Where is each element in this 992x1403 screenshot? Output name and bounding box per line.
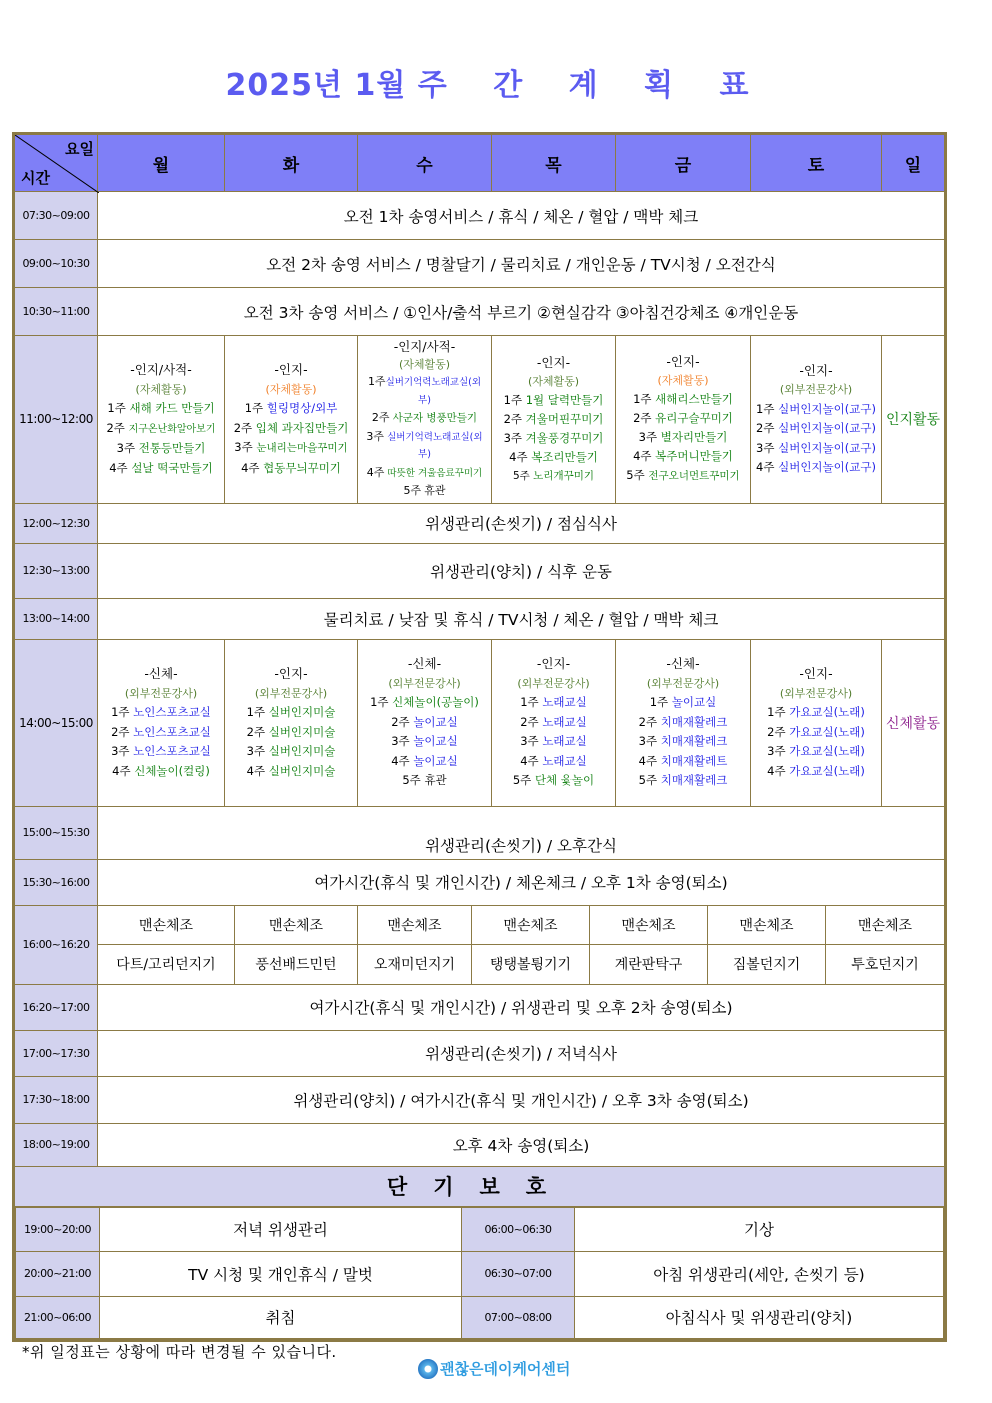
- game-cell-tue: 풍선배드민턴: [235, 945, 358, 984]
- program-item: 2주 가요교실(노래): [767, 724, 865, 739]
- time-cell: 18:00~19:00: [14, 1123, 98, 1166]
- game-cell-mon: 다트/고리던지기: [98, 945, 235, 984]
- day-header-wed: 수: [358, 134, 492, 192]
- warmup-cell-tue: 맨손체조: [235, 906, 358, 946]
- program-item: 2주 입체 과자집만들기: [233, 420, 349, 435]
- warmup-cell-fri: 맨손체조: [590, 906, 708, 946]
- day-header-sun: 일: [882, 134, 946, 192]
- program-title: -인지/사적-: [130, 362, 192, 378]
- page-title: [0, 60, 992, 104]
- program-cell-sat: [751, 336, 882, 504]
- program-subtitle: (외부전문강사): [254, 686, 328, 700]
- activity-cell-morning: 기상: [575, 1207, 944, 1251]
- program-item: 1주 새해리스만들기: [633, 392, 733, 407]
- activity-cell: 위생관리(손씻기) / 저녁식사: [98, 1030, 946, 1076]
- time-cell: 17:00~17:30: [14, 1030, 98, 1076]
- day-header-tue: 화: [225, 134, 358, 192]
- program-item: 3주 별자리만들기: [638, 430, 728, 445]
- program-item: 3주 치매재활레크: [638, 734, 728, 749]
- program-item: 4주 노래교실: [520, 753, 587, 768]
- program-item: 5주 휴관: [402, 773, 447, 788]
- program-row-afternoon: [14, 639, 946, 806]
- program-title: -인지-: [666, 354, 700, 370]
- program-title: -신체-: [666, 656, 700, 672]
- program-item: 4주 협동무늬꾸미기: [241, 460, 341, 475]
- program-subtitle: (자체활동): [657, 374, 709, 388]
- center-logo: [418, 1358, 570, 1379]
- program-item: 5주 노리개꾸미기: [512, 469, 595, 482]
- program-item: 1주 놀이교실: [649, 695, 717, 710]
- program-item: 4주 치매재활레트: [638, 753, 728, 768]
- program-item: 1주 힐링명상/외부: [244, 401, 338, 416]
- program-title: -신체-: [407, 656, 442, 672]
- game-cell-thu: 탱탱볼튕기기: [472, 945, 590, 984]
- program-cell-thu: [492, 336, 616, 504]
- program-item: 3주 실버기억력노래교실(외부): [366, 429, 483, 460]
- program-cell-sun: 신체활동: [882, 639, 946, 806]
- program-subtitle: (외부전문강사): [517, 676, 590, 690]
- time-cell: 10:30~11:00: [14, 288, 98, 336]
- program-item: 1주 노래교실: [520, 695, 587, 710]
- program-item: 5주 치매재활레크: [638, 773, 728, 788]
- time-cell-morning: 06:30~07:00: [462, 1251, 575, 1296]
- program-item: 2주 치매재활레크: [638, 714, 728, 729]
- time-cell: 17:30~18:00: [14, 1076, 98, 1123]
- activity-cell: 위생관리(양치) / 식후 운동: [98, 543, 946, 598]
- time-cell: 15:30~16:00: [14, 859, 98, 905]
- program-item: 4주 설날 떡국만들기: [109, 460, 213, 475]
- program-subtitle: (자체활동): [265, 382, 317, 396]
- exercise-grid-cell: [98, 905, 946, 984]
- time-cell-evening: 21:00~06:00: [16, 1296, 100, 1338]
- program-item: 3주 겨울풍경꾸미기: [503, 430, 604, 445]
- time-cell-morning: 07:00~08:00: [462, 1296, 575, 1338]
- short-term-row: [16, 1207, 944, 1251]
- footer-note: *위 일정표는 상황에 따라 변경될 수 있습니다.: [22, 1343, 337, 1361]
- day-header-fri: 금: [616, 134, 751, 192]
- program-item: 1주실버기억력노래교실(외부): [367, 375, 482, 406]
- center-logo-icon: [418, 1359, 438, 1379]
- activity-cell: 위생관리(손씻기) / 점심식사: [98, 503, 946, 543]
- center-logo-text: 괜찮은데이케어센터: [440, 1360, 571, 1378]
- day-header-thu: 목: [492, 134, 616, 192]
- program-item: 3주 가요교실(노래): [767, 744, 865, 758]
- program-cell-fri: [616, 639, 751, 806]
- program-item: 4주 신체놀이(컬링): [112, 763, 210, 778]
- schedule-row: [14, 806, 946, 859]
- activity-cell: 여가시간(휴식 및 개인시간) / 위생관리 및 오후 2차 송영(퇴소): [98, 984, 946, 1030]
- activity-cell: 위생관리(양치) / 여가시간(휴식 및 개인시간) / 오후 3차 송영(퇴소): [98, 1076, 946, 1123]
- warmup-cell-sun: 맨손체조: [826, 906, 944, 946]
- header-row: [14, 134, 946, 192]
- activity-cell: 오전 3차 송영 서비스 / ①인사/출석 부르기 ②현실감각 ③아침건강체조 ④개인운동: [98, 288, 946, 336]
- warmup-cell-wed: 맨손체조: [358, 906, 472, 946]
- warmup-cell-mon: 맨손체조: [98, 906, 235, 946]
- program-item: 3주 노인스포츠교실: [111, 744, 211, 758]
- short-term-title: 단기보호: [14, 1166, 946, 1206]
- game-cell-wed: 오재미던지기: [358, 945, 472, 984]
- warmup-cell-sat: 맨손체조: [708, 906, 826, 946]
- activity-cell-morning: 아침식사 및 위생관리(양치): [575, 1296, 944, 1338]
- program-item: 4주 따뜻한 겨울음료꾸미기: [366, 465, 483, 479]
- program-cell-tue: [225, 336, 358, 504]
- program-title: -인지-: [274, 362, 308, 378]
- program-item: 4주 놀이교실: [391, 753, 458, 768]
- time-cell: 12:30~13:00: [14, 543, 98, 598]
- program-item: 2주 유리구슬꾸미기: [633, 411, 733, 426]
- schedule-row: [14, 503, 946, 543]
- short-term-row: [16, 1296, 944, 1338]
- program-item: 4주 실버인지미술: [246, 763, 336, 778]
- program-subtitle: (외부전문강사): [779, 686, 853, 700]
- program-item: 2주 겨울머핀꾸미기: [503, 411, 604, 426]
- time-cell-morning: 06:00~06:30: [462, 1207, 575, 1251]
- activity-cell: 오전 2차 송영 서비스 / 명찰달기 / 물리치료 / 개인운동 / TV시청 / 오전간식: [98, 240, 946, 288]
- program-subtitle: (외부전문강사): [388, 676, 461, 690]
- day-header-sat: 토: [751, 134, 882, 192]
- schedule-row: [14, 1076, 946, 1123]
- program-item: 1주 가요교실(노래): [767, 705, 865, 719]
- program-title: -인지-: [536, 656, 571, 672]
- time-cell: 12:00~12:30: [14, 503, 98, 543]
- activity-cell: 오후 4차 송영(퇴소): [98, 1123, 946, 1166]
- time-cell: 16:00~16:20: [14, 905, 98, 984]
- program-title: -인지-: [536, 354, 571, 370]
- program-item: 2주 실버인지놀이(교구): [756, 421, 876, 436]
- day-header-mon: 월: [98, 134, 225, 192]
- program-item: 1주 새해 카드 만들기: [107, 401, 215, 416]
- weekly-schedule-table: [12, 132, 947, 1342]
- program-item: 4주 복조리만들기: [509, 449, 598, 464]
- program-item: 5주 휴관: [403, 484, 446, 497]
- title-month: 2025년 1월: [225, 68, 407, 103]
- short-term-header-row: [14, 1166, 946, 1206]
- program-item: 1주 노인스포츠교실: [111, 705, 211, 719]
- program-item: 2주 지구온난화알아보기: [106, 420, 216, 435]
- program-cell-mon: [98, 639, 225, 806]
- activity-cell: 위생관리(손씻기) / 오후간식: [98, 806, 946, 859]
- short-term-table: [15, 1207, 944, 1339]
- activity-cell-evening: 취침: [100, 1296, 462, 1338]
- program-subtitle: (외부전문강사): [646, 676, 720, 690]
- program-cell-mon: [98, 336, 225, 504]
- schedule-row: [14, 288, 946, 336]
- program-cell-wed: [358, 639, 492, 806]
- time-cell-evening: 19:00~20:00: [16, 1207, 100, 1251]
- program-title: -인지-: [799, 666, 833, 681]
- time-cell: 11:00~12:00: [14, 336, 98, 504]
- program-cell-fri: [616, 336, 751, 504]
- time-cell: 16:20~17:00: [14, 984, 98, 1030]
- program-item: 1주 실버인지놀이(교구): [756, 401, 876, 416]
- exercise-grid: [98, 906, 944, 984]
- program-item: 2주 놀이교실: [391, 714, 458, 729]
- game-cell-fri: 계란판탁구: [590, 945, 708, 984]
- schedule-row: [14, 984, 946, 1030]
- schedule-row: [14, 1030, 946, 1076]
- time-cell: 15:00~15:30: [14, 806, 98, 859]
- program-item: 1주 신체놀이(공놀이): [370, 695, 479, 710]
- schedule-row: [14, 1123, 946, 1166]
- program-subtitle: (자체활동): [398, 357, 451, 371]
- program-item: 3주 실버인지놀이(교구): [756, 440, 876, 455]
- program-item: 3주 노래교실: [520, 734, 587, 749]
- program-cell-sat: [751, 639, 882, 806]
- time-cell: 14:00~15:00: [14, 639, 98, 806]
- program-item: 5주 전구오너먼트꾸미기: [626, 468, 740, 483]
- program-title: -인지-: [799, 362, 833, 378]
- program-cell-tue: [225, 639, 358, 806]
- program-item: 3주 놀이교실: [391, 734, 458, 749]
- schedule-row: [14, 240, 946, 288]
- program-subtitle: (외부전문강사): [779, 383, 853, 397]
- program-title: -신체-: [144, 666, 178, 681]
- program-item: 4주 복주머니만들기: [633, 449, 733, 464]
- program-item: 4주 실버인지놀이(교구): [756, 460, 876, 475]
- program-subtitle: (자체활동): [527, 374, 580, 388]
- warmup-cell-thu: 맨손체조: [472, 906, 590, 946]
- program-item: 2주 노래교실: [520, 714, 587, 729]
- corner-time-label: 시간: [21, 169, 50, 187]
- program-item: 2주 사군자 병풍만들기: [371, 411, 478, 424]
- program-item: 1주 1월 달력만들기: [503, 392, 604, 407]
- program-item: 1주 실버인지미술: [246, 705, 336, 719]
- activity-cell: 오전 1차 송영서비스 / 휴식 / 체온 / 혈압 / 맥박 체크: [98, 192, 946, 240]
- program-subtitle: (외부전문강사): [124, 686, 198, 700]
- program-title: -인지-: [274, 666, 308, 681]
- time-cell: 07:30~09:00: [14, 192, 98, 240]
- activity-cell-morning: 아침 위생관리(세안, 손씻기 등): [575, 1251, 944, 1296]
- program-item: 3주 전통등만들기: [116, 441, 206, 456]
- time-cell-evening: 20:00~21:00: [16, 1251, 100, 1296]
- game-cell-sat: 짐볼던지기: [708, 945, 826, 984]
- program-item: 2주 실버인지미술: [246, 724, 336, 739]
- short-term-rows: [14, 1206, 946, 1340]
- schedule-row: [14, 598, 946, 639]
- time-cell: 09:00~10:30: [14, 240, 98, 288]
- program-subtitle: (자체활동): [135, 382, 187, 396]
- program-row-morning: [14, 336, 946, 504]
- time-cell: 13:00~14:00: [14, 598, 98, 639]
- corner-day-label: 요일: [65, 140, 94, 158]
- activity-cell: 물리치료 / 낮잠 및 휴식 / TV시청 / 체온 / 혈압 / 맥박 체크: [98, 598, 946, 639]
- schedule-row-exercise: [14, 905, 946, 984]
- program-cell-wed: [358, 336, 492, 504]
- title-label: 주 간 계 획 표: [417, 68, 767, 103]
- program-cell-sun: 인지활동: [882, 336, 946, 504]
- schedule-row: [14, 192, 946, 240]
- program-cell-thu: [492, 639, 616, 806]
- activity-cell-evening: TV 시청 및 개인휴식 / 말벗: [100, 1251, 462, 1296]
- program-item: 5주 단체 윷놀이: [512, 773, 595, 788]
- schedule-row: [14, 543, 946, 598]
- corner-cell: [14, 134, 98, 192]
- program-item: 3주 실버인지미술: [246, 744, 336, 758]
- program-item: 3주 눈내리는마을꾸미기: [234, 440, 348, 455]
- short-term-container: [14, 1206, 946, 1340]
- short-term-row: [16, 1251, 944, 1296]
- program-item: 4주 가요교실(노래): [767, 763, 865, 778]
- game-cell-sun: 투호던지기: [851, 957, 919, 974]
- activity-cell: 여가시간(휴식 및 개인시간) / 체온체크 / 오후 1차 송영(퇴소): [98, 859, 946, 905]
- program-item: 2주 노인스포츠교실: [111, 724, 211, 739]
- program-title: -인지/사적-: [393, 339, 456, 354]
- schedule-row: [14, 859, 946, 905]
- activity-cell-evening: 저녁 위생관리: [100, 1207, 462, 1251]
